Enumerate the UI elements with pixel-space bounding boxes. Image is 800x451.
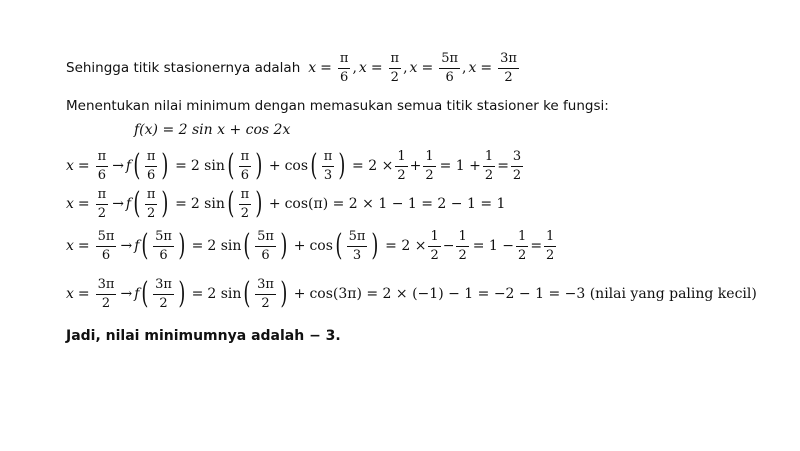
point-1: $\frac{\pi}{6}$ — [339, 50, 349, 85]
stationary-points-line: Sehingga titik stasionernya adalah x = $\frac{\pi}{6}$ , x = $\frac{\pi}{2}$ , x = $\frac{5\pi}{6}$ , x = $\frac{3\pi}{2}$ — [66, 50, 517, 85]
evaluation-row-3: x = $\frac{5\pi}{6}$ → f ( $\frac{5\pi}{6}$ ) = 2 sin ( $\frac{5\pi}{6}$ ) + cos ( $\frac{5\pi}{3}$ ) = 2 × $\frac{1}{2}$ − $\frac{1}{2}$ = 1 − $\frac{1}{2}$ = $\frac{1}{2}$ — [66, 228, 555, 263]
point-2: $\frac{\pi}{2}$ — [390, 50, 400, 85]
conclusion-line — [66, 326, 341, 346]
function-text: f(x) = 2 sin x + cos 2x — [134, 122, 291, 138]
function-line — [134, 120, 290, 140]
method-line — [66, 96, 609, 116]
method-text: Menentukan nilai minimum dengan memasukan semua titik stasioner ke fungsi: — [66, 98, 609, 114]
evaluation-row-2: x = $\frac{\pi}{2}$ → f ( $\frac{\pi}{2}$ ) = 2 sin ( $\frac{\pi}{2}$ ) + cos(π) = 2 × 1 − 1 = 2 − 1 = 1 — [66, 186, 506, 221]
evaluation-row-4: x = $\frac{3\pi}{2}$ → f ( $\frac{3\pi}{2}$ ) = 2 sin ( $\frac{3\pi}{2}$ ) + cos(3π) = 2 × (−1) − 1 = −2 − 1 = −3 (nilai yang paling kecil) — [66, 276, 757, 311]
conclusion-text: Jadi, nilai minimumnya adalah − 3. — [66, 328, 341, 344]
point-4: $\frac{3\pi}{2}$ — [500, 50, 517, 85]
point-3: $\frac{5\pi}{6}$ — [441, 50, 459, 85]
intro-label: Sehingga titik stasionernya adalah — [66, 60, 301, 76]
evaluation-row-1: x = $\frac{\pi}{6}$ → f ( $\frac{\pi}{6}$ ) = 2 sin ( $\frac{\pi}{6}$ ) + cos ( $\frac{\pi}{3}$ ) = 2 × $\frac{1}{2}$ + $\frac{1}{2}$ = 1 + $\frac{1}{2}$ = $\frac{3}{2}$ — [66, 148, 522, 183]
